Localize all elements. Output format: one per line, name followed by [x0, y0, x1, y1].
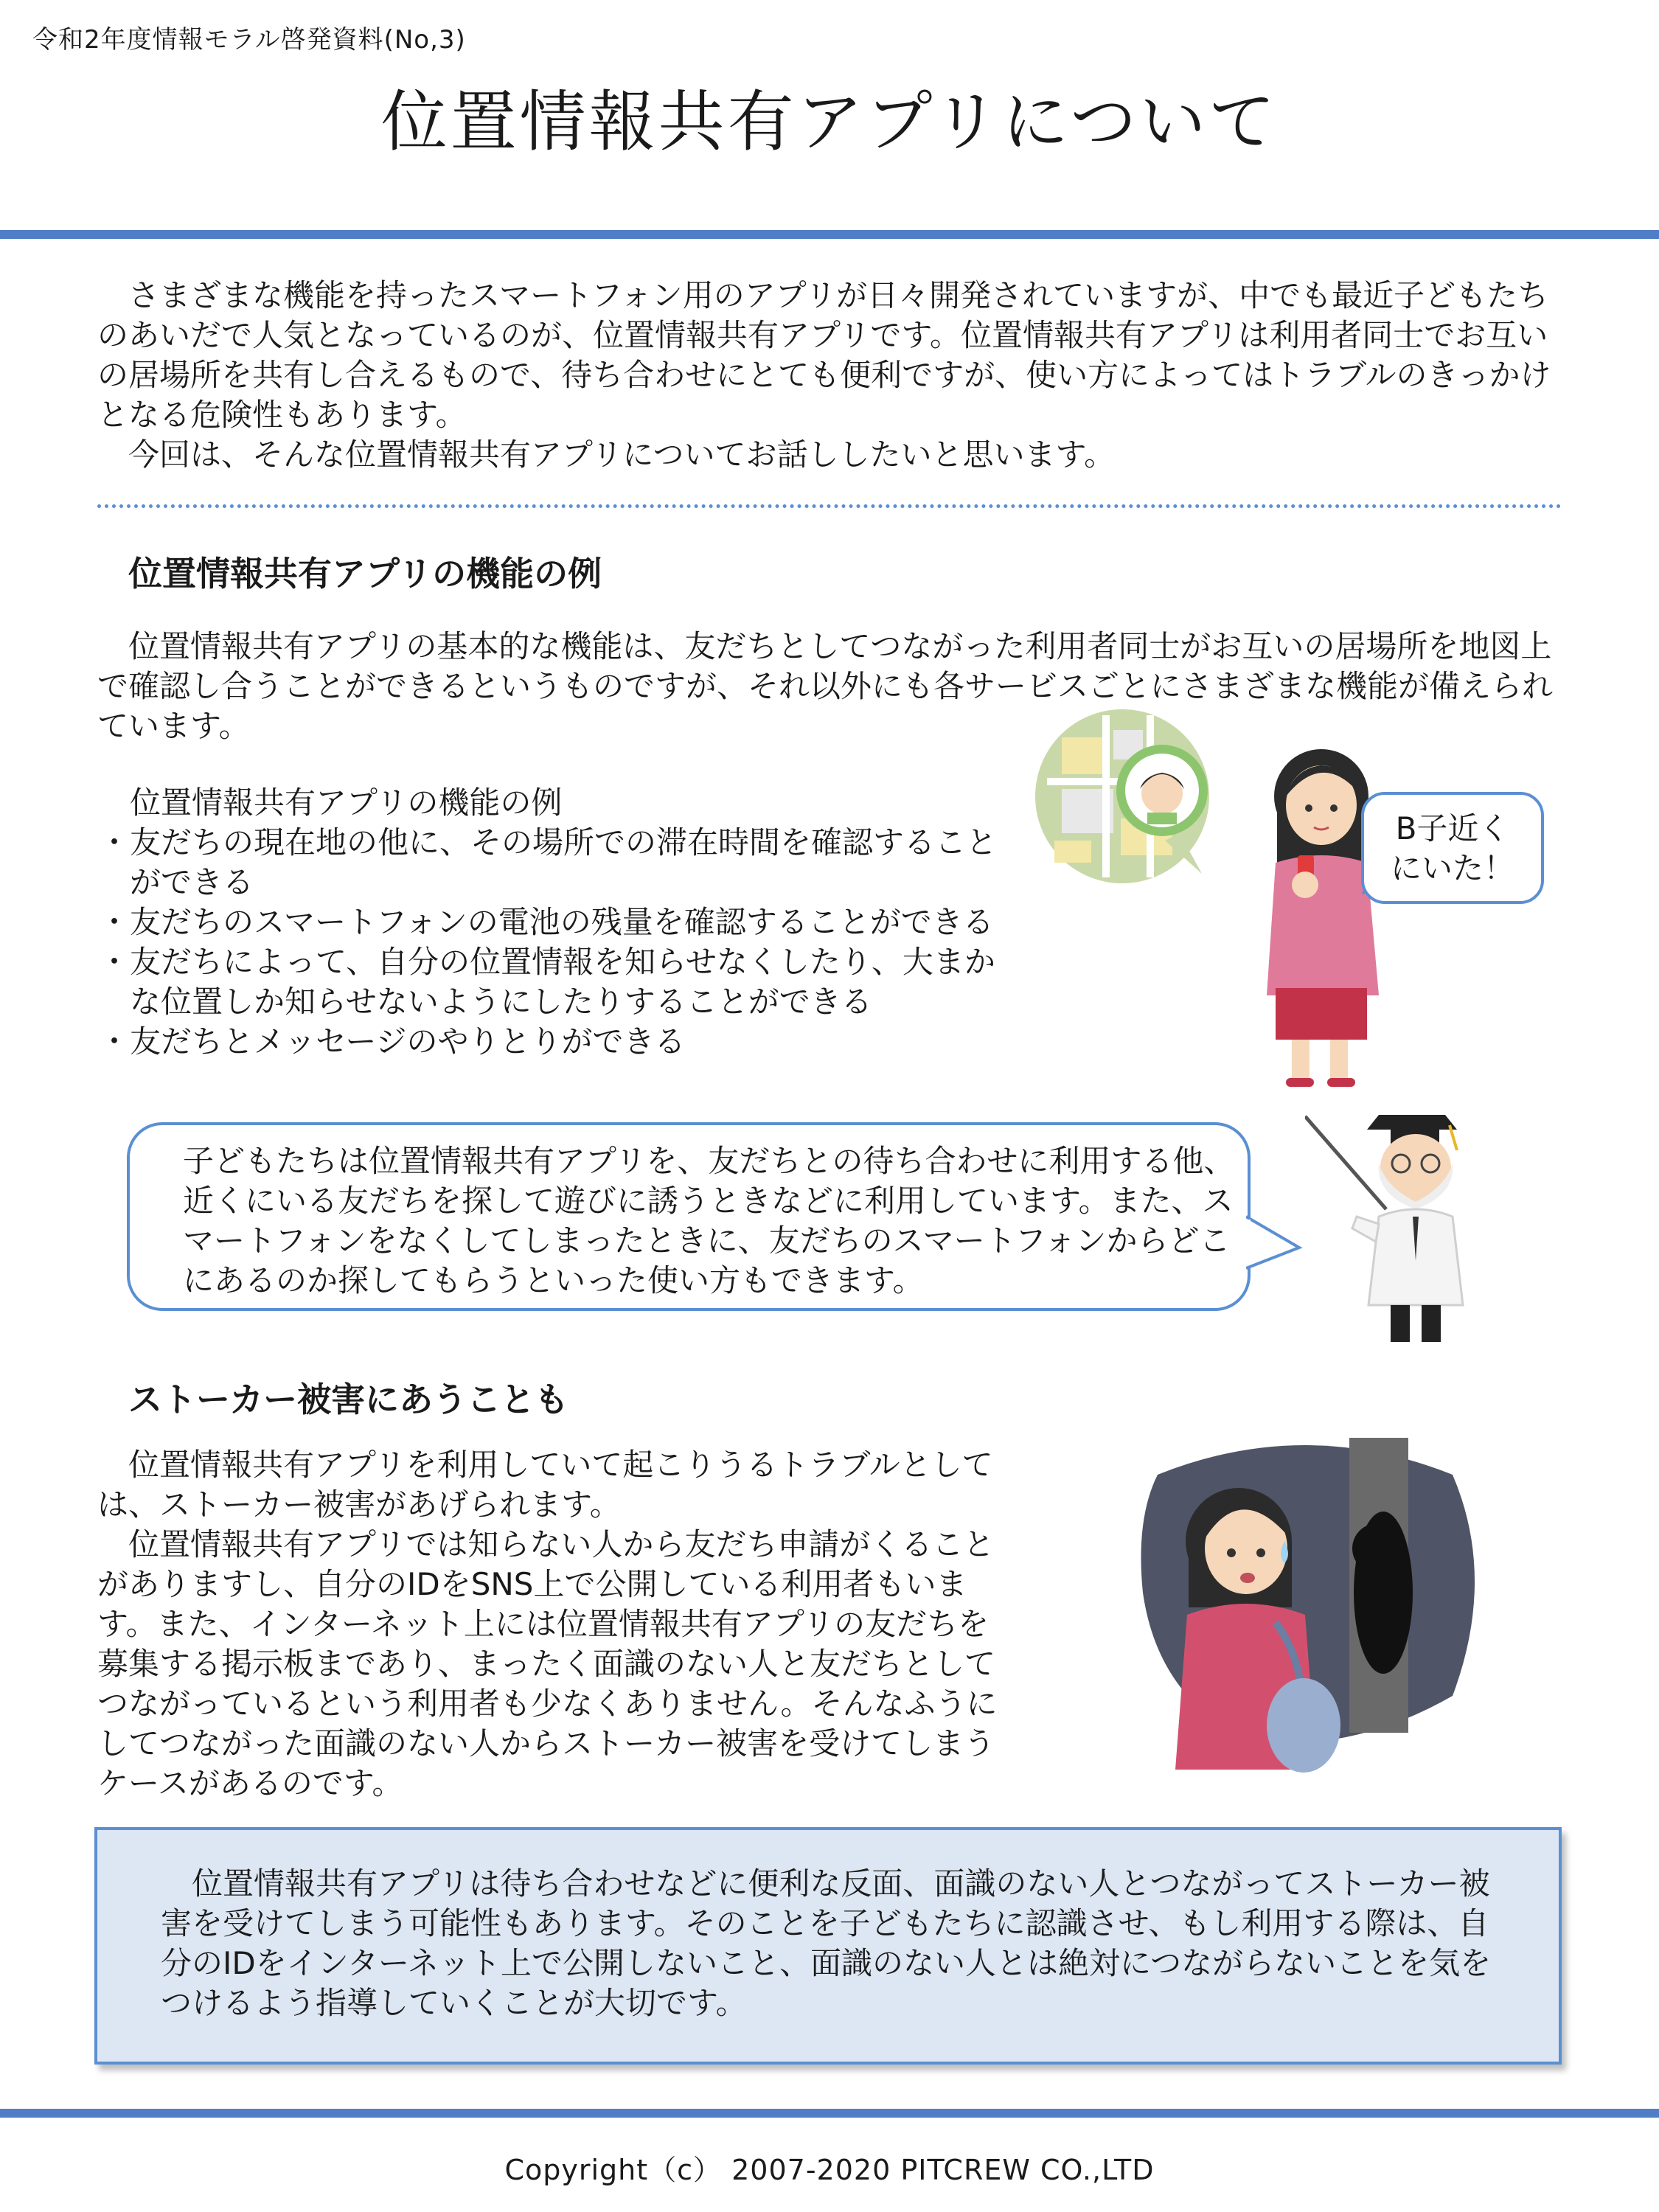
- callout-tail: [1246, 1209, 1305, 1276]
- teacher-callout-bubble: [127, 1122, 1251, 1311]
- list-item: ・友だちによって、自分の位置情報を知らせなくしたり、大まかな位置しか知らせないようにしたりすることができる: [99, 944, 995, 1020]
- features-paragraph: 位置情報共有アプリの基本的な機能は、友だちとしてつながった利用者同士がお互いの居場所を地図上で確認し合うことができるというものですが、それ以外にも各サービスごとにさまざまな機能が備えられています。: [97, 628, 1554, 744]
- section-heading-stalker: ストーカー被害にあうことも: [128, 1380, 569, 1419]
- header-divider: [0, 230, 1659, 239]
- bag-icon: [1267, 1678, 1340, 1773]
- speech-bubble-line2: にいた！: [1390, 850, 1515, 886]
- stalker-text: [97, 1445, 1012, 1804]
- stalker-paragraph: 位置情報共有アプリを利用していて起こりうるトラブルとしては、ストーカー被害があげられます。: [97, 1447, 993, 1523]
- dotted-divider: [97, 504, 1562, 508]
- page-title: 位置情報共有アプリについて: [380, 83, 1279, 161]
- document-series-label: 令和2年度情報モラル啓発資料(No,3): [32, 25, 466, 55]
- summary-text: 位置情報共有アプリは待ち合わせなどに便利な反面、面識のない人とつながってストーカー被害を受けてしまう可能性もあります。そのことを子どもたちに認識させ、もし利用する際は、自分のIDをインターネット上で公開しないこと、面識のない人とは絶対につながらないことを気をつけるよう指導していくことが大切です。: [161, 1865, 1492, 2021]
- stalker-paragraph: 位置情報共有アプリでは知らない人から友だち申請がくることがありますし、自分のIDをSNS上で公開している利用者もいます。また、インターネット上には位置情報共有アプリの友だちを募集する掲示板まであり、まったく面識のない人と友だちとしてつながっているという利用者も少なくありません。そんなふうにしてつながった面識のない人からストーカー被害を受けてしまうケースがあるのです。: [97, 1526, 998, 1801]
- feature-list: [99, 783, 1013, 1062]
- girl-with-phone-illustration: [1032, 708, 1563, 1091]
- callout-text: 子どもたちは位置情報共有アプリを、友だちとの待ち合わせに利用する他、近くにいる友だちを探して遊びに誘うときなどに利用しています。また、スマートフォンをなくしてしまったときに、友だちのスマートフォンからどこにあるのか探してもらうといった使い方もできます。: [183, 1143, 1235, 1298]
- intro-paragraph: さまざまな機能を持ったスマートフォン用のアプリが日々開発されていますが、中でも最近子どもたちのあいだで人気となっているのが、位置情報共有アプリです。位置情報共有アプリは利用者同士でお互いの居場所を共有し合えるもので、待ち合わせにとても便利ですが、使い方によってはトラブルのきっかけとなる危険性もあります。: [97, 277, 1551, 433]
- pointer-icon: [1305, 1116, 1386, 1209]
- intro-text: [97, 276, 1562, 475]
- copyright-text: Copyright（c） 2007-2020 PITCREW CO.,LTD: [504, 2154, 1155, 2186]
- section-heading-features: 位置情報共有アプリの機能の例: [128, 554, 602, 594]
- professor-illustration: [1305, 1106, 1489, 1349]
- speech-bubble-line1: B子近く: [1395, 810, 1510, 846]
- list-item: ・友だちのスマートフォンの電池の残量を確認することができる: [99, 904, 994, 940]
- list-item: ・友だちの現在地の他に、その場所での滞在時間を確認することができる: [99, 824, 998, 900]
- intro-paragraph: 今回は、そんな位置情報共有アプリについてお話ししたいと思います。: [128, 437, 1116, 473]
- graduation-cap-icon: [1367, 1115, 1457, 1130]
- stalker-illustration: [1128, 1430, 1482, 1784]
- feature-list-title: 位置情報共有アプリの機能の例: [130, 785, 563, 821]
- list-item: ・友だちとメッセージのやりとりができる: [99, 1023, 686, 1060]
- summary-box: [94, 1827, 1562, 2065]
- footer-divider: [0, 2109, 1659, 2118]
